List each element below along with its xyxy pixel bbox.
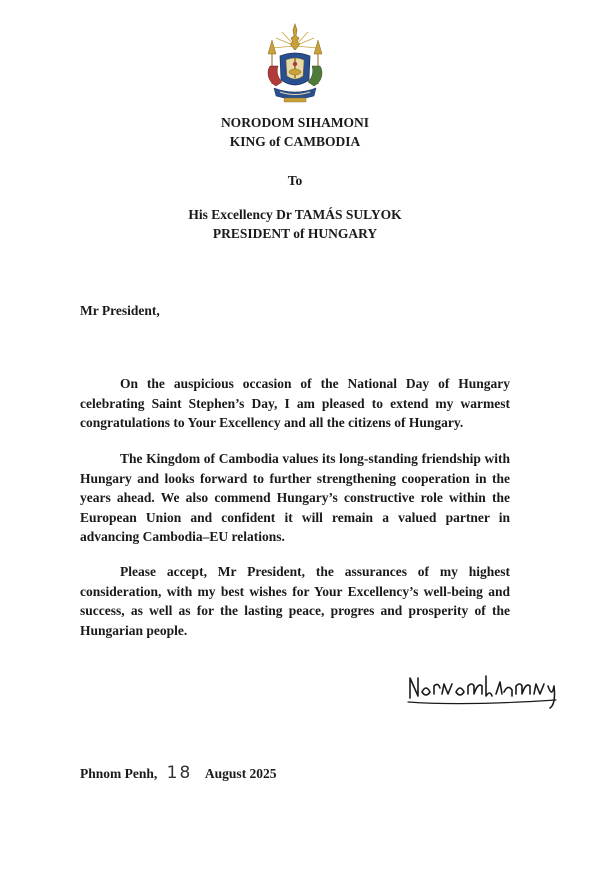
salutation: Mr President, — [80, 303, 160, 318]
handwritten-day: 18 — [166, 763, 193, 783]
paragraph-2: The Kingdom of Cambodia values its long-standing friendship with Hungary and looks forward to further strengthening cooperation in the years ahead. We also commend Hungary’s constructive role within the European Union and confident it will remain a valued partner in advancing Cambodia–EU relations. — [80, 451, 510, 544]
place: Phnom Penh, — [80, 766, 158, 781]
recipient-block — [0, 205, 590, 243]
to-label — [0, 171, 590, 190]
recipient-line-2: PRESIDENT of HUNGARY — [212, 226, 378, 241]
sender-title: KING of CAMBODIA — [229, 134, 361, 149]
paragraph-1: On the auspicious occasion of the National Day of Hungary celebrating Saint Stephen’s Day, I am pleased to extend my warmest congratulations to Your Excellency and all the citizens of Hungary. — [80, 376, 510, 430]
royal-arms-of-cambodia-icon — [262, 22, 328, 106]
recipient-line-1: His Excellency Dr TAMÁS SULYOK — [188, 207, 402, 222]
handwritten-signature-icon — [404, 668, 564, 712]
month-year: August 2025 — [204, 766, 277, 781]
to-label-text: To — [287, 173, 303, 188]
sender-block — [0, 113, 590, 151]
place-and-date — [80, 764, 277, 783]
sender-name: NORODOM SIHAMONI — [220, 115, 370, 130]
paragraph-3: Please accept, Mr President, the assurances of my highest consideration, with my best wishes for Your Excellency’s well-being and success, as well as for the lasting peace, progres and prosperity of the Hungarian people. — [80, 564, 510, 638]
